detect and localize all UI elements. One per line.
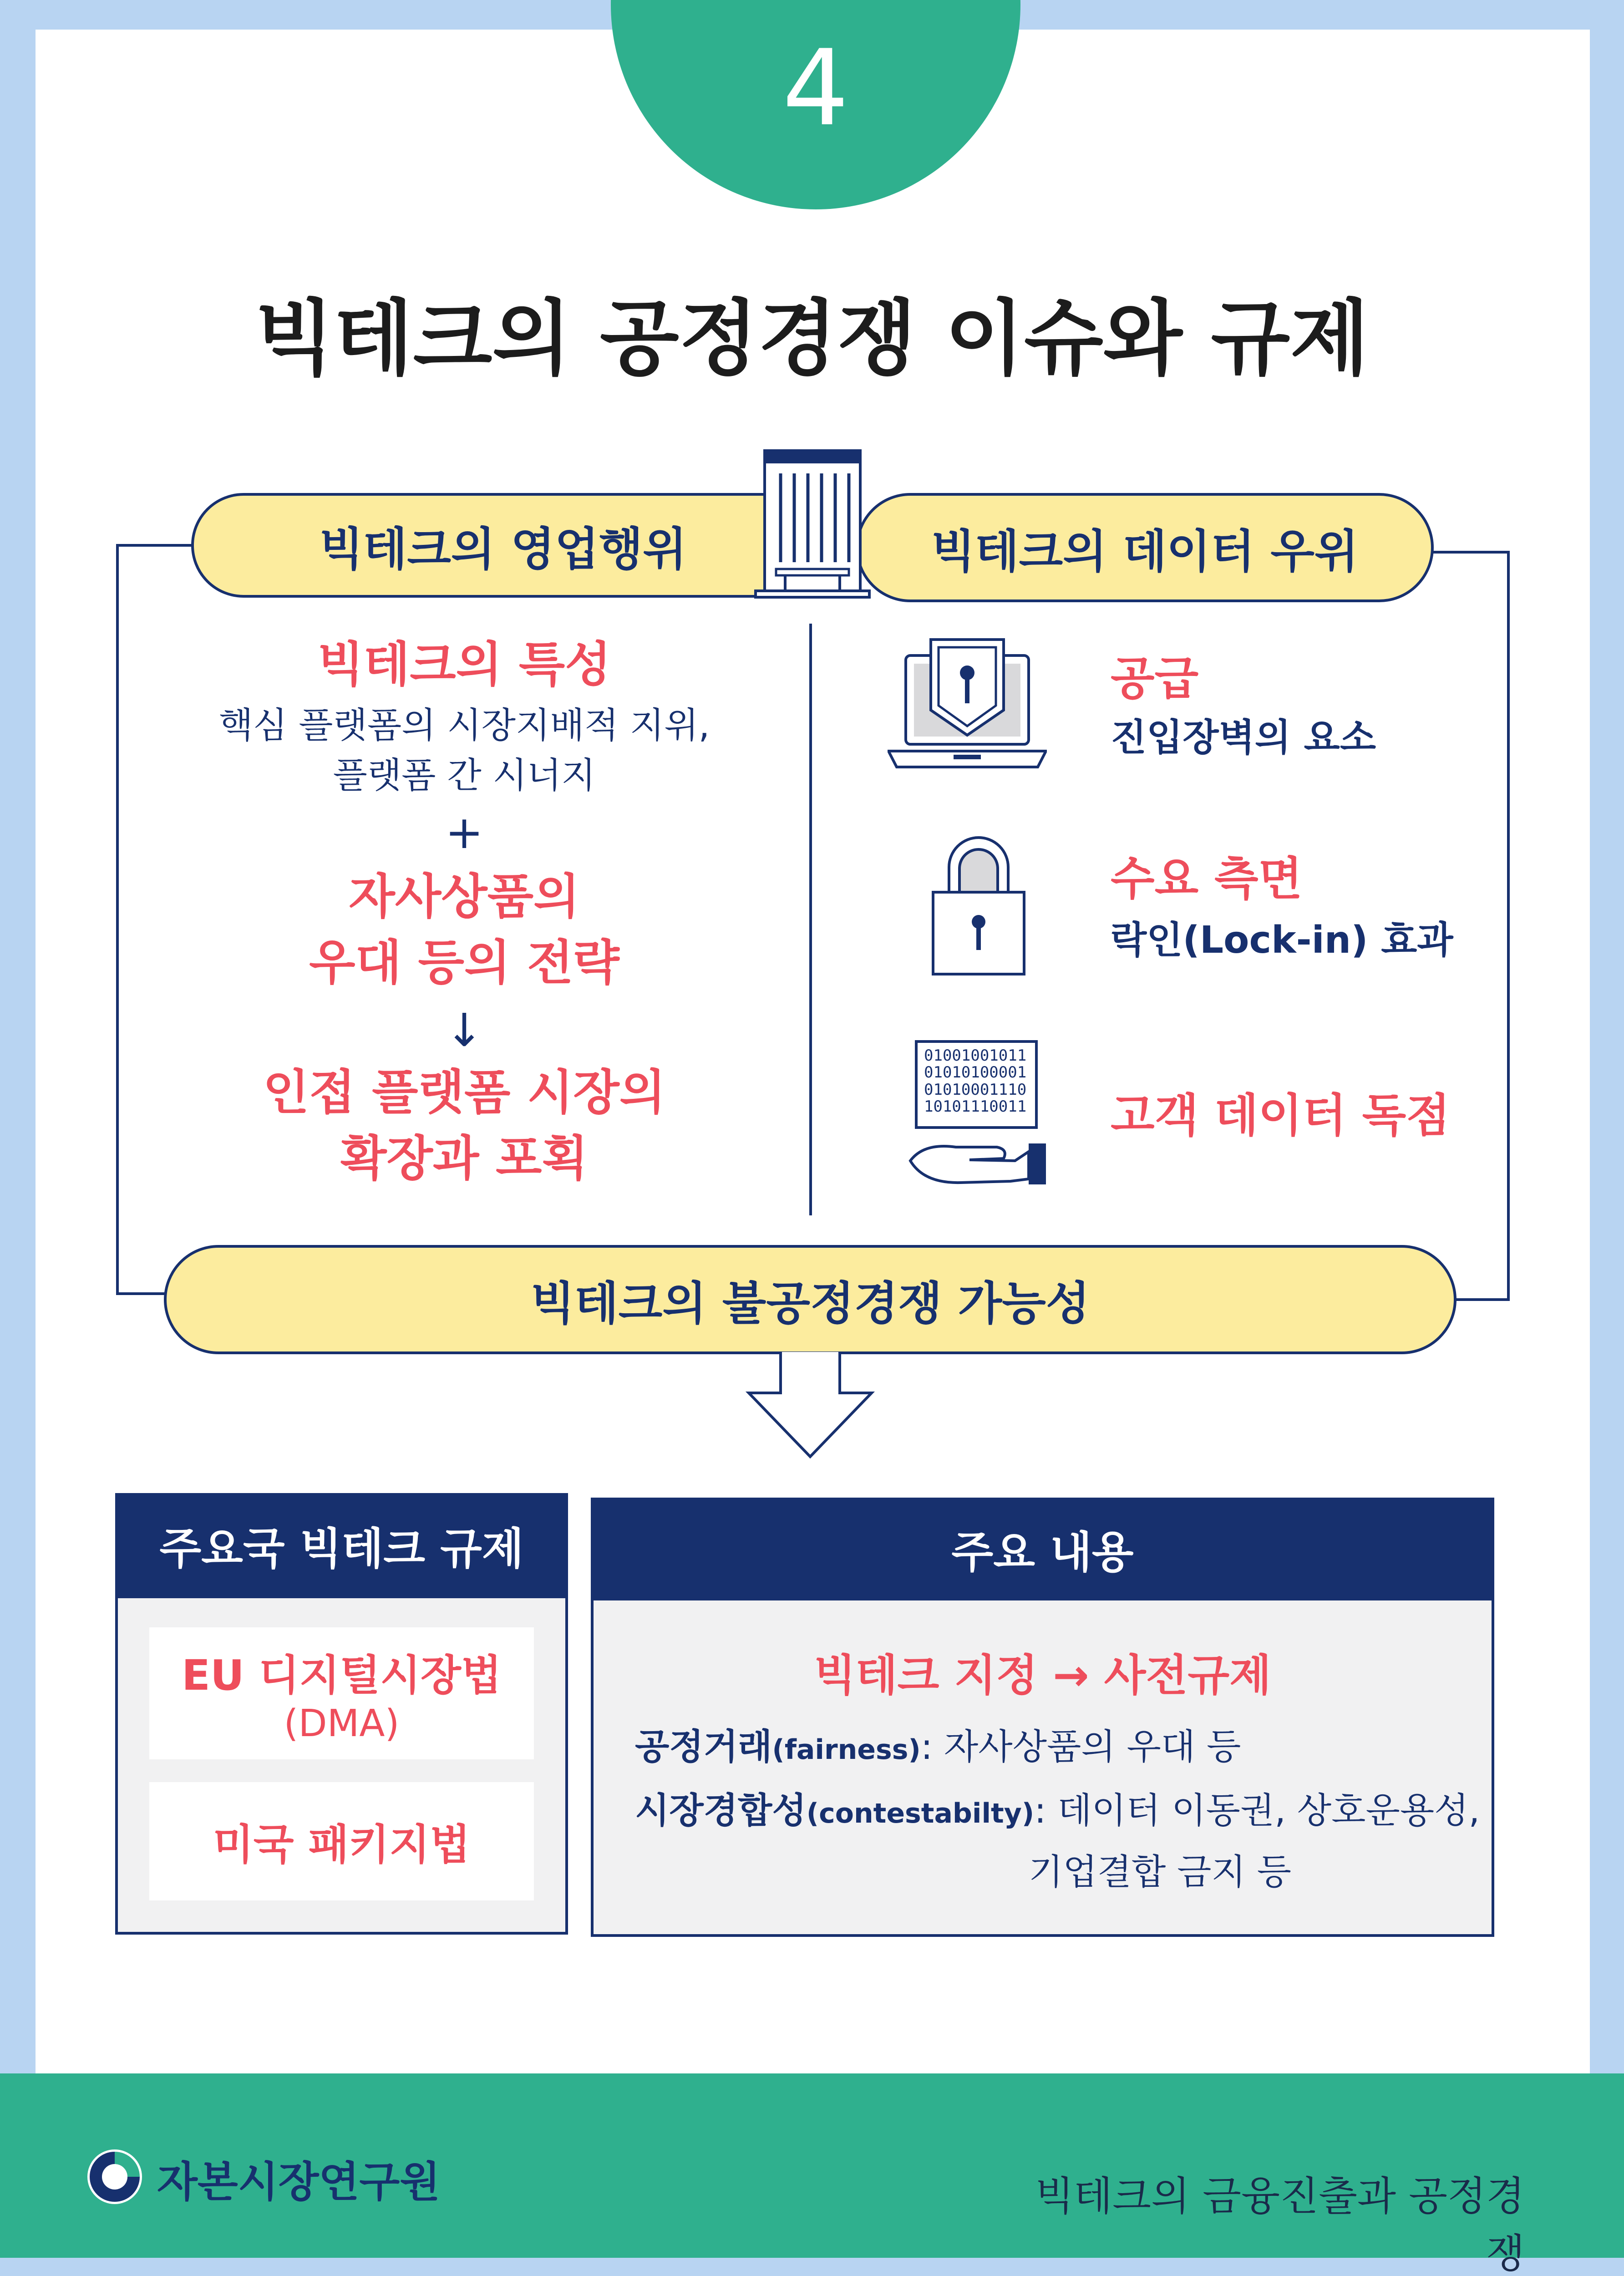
supply-title: 공급 — [1111, 652, 1199, 705]
padlock-icon — [924, 828, 1033, 979]
fairness-line — [635, 1718, 1241, 1769]
left-connector-frame — [116, 544, 212, 1295]
series-title: 빅테크의 금융진출과 공정경쟁 — [1035, 2173, 1525, 2276]
page-title: 빅테크의 공정경쟁 이슈와 규제 — [254, 291, 1370, 386]
binary-line: 01010001110 — [924, 1080, 1027, 1099]
characteristics-desc-1: 핵심 플랫폼의 시장지배적 지위, — [218, 705, 710, 746]
expansion-heading-line2: 확장과 포획 — [340, 1131, 588, 1186]
strategy-heading-line1: 자사상품의 — [349, 869, 580, 925]
eu-dma-abbr: (DMA) — [284, 1702, 400, 1745]
section-number: 4 — [782, 28, 849, 149]
pill-unfair-competition: 빅테크의 불공정경쟁 가능성 — [164, 1245, 1457, 1354]
down-arrow-symbol: ↓ — [445, 1004, 483, 1057]
laptop-shield-icon — [888, 637, 1047, 774]
characteristics-desc-2: 플랫폼 간 시너지 — [333, 755, 596, 796]
bigtech-characteristics-heading: 빅테크의 특성 — [317, 637, 611, 692]
eu-dma-title: EU 디지털시장법 — [182, 1651, 502, 1700]
demand-desc: 락인(Lock-in) 효과 — [1111, 919, 1453, 962]
contestability-text: : 데이터 이동권, 상호운용성, — [1034, 1790, 1480, 1831]
building-icon — [751, 446, 874, 601]
supply-desc: 진입장벽의 요소 — [1111, 716, 1376, 759]
demand-title: 수요 측면 — [1111, 852, 1303, 905]
main-content-header: 주요 내용 — [591, 1498, 1494, 1600]
column-divider — [809, 624, 812, 1215]
regulation-countries-header: 주요국 빅테크 규제 — [115, 1493, 568, 1598]
binary-line: 01010100001 — [924, 1063, 1027, 1082]
strategy-heading-line2: 우대 등의 전략 — [309, 935, 619, 991]
kcmi-logo-icon — [84, 2146, 146, 2208]
binary-line: 10101110011 — [924, 1097, 1027, 1116]
org-name: 자본시장연구원 — [157, 2158, 441, 2206]
us-package-title: 미국 패키지법 — [213, 1820, 471, 1869]
fairness-label: 공정거래 — [635, 1727, 772, 1768]
fairness-term: (fairness) — [772, 1734, 921, 1766]
customer-data-title: 고객 데이터 독점 — [1111, 1089, 1450, 1142]
pill-data-advantage: 빅테크의 데이터 우위 — [856, 493, 1434, 602]
eu-dma-box — [149, 1627, 534, 1759]
binary-hand-icon — [906, 1040, 1056, 1186]
plus-symbol: + — [445, 806, 483, 859]
contestability-text-2: 기업결합 금지 등 — [1029, 1852, 1292, 1893]
binary-line: 01001001011 — [924, 1047, 1027, 1065]
designation-point: 빅테크 지정 → 사전규제 — [814, 1651, 1271, 1701]
fairness-text: : 자사상품의 우대 등 — [920, 1727, 1241, 1768]
contestability-term: (contestabilty) — [806, 1798, 1035, 1829]
expansion-heading-line1: 인접 플랫폼 시장의 — [263, 1065, 666, 1120]
us-package-box — [149, 1782, 534, 1900]
down-arrow-icon — [742, 1352, 878, 1461]
contestability-line — [635, 1782, 1480, 1833]
pill-sales-behavior: 빅테크의 영업행위 — [191, 493, 815, 598]
contestability-label: 시장경합성 — [635, 1790, 807, 1831]
